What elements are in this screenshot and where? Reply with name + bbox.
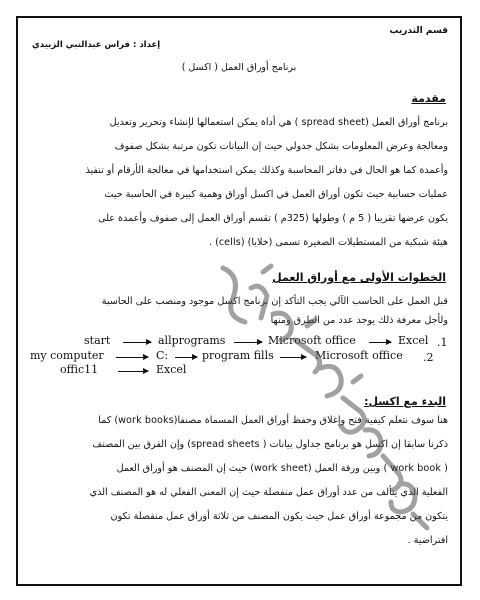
start-excel-line-3: ( work book ) وبين ورقة العمل (work sheet) حيث إن المصنف هو أوراق العمل [116, 463, 448, 474]
path1-step-allprograms: allprograms [158, 334, 226, 347]
path1-step-start: start [84, 334, 111, 347]
intro-line-1: برنامج أوراق العمل (spread sheet ) هي أداة يمكن استعمالها لإنشاء وتحرير وتعديل [109, 117, 448, 128]
path1-step-excel: Excel [398, 334, 429, 347]
intro-line-4: عمليات حسابية حيث تكون أوراق العمل في اكسل أوراق وهمية كبيرة في الحاسبة حيث [104, 189, 448, 200]
path2-arrow-2 [175, 357, 197, 358]
first-steps-line-2: ولأجل معرفة ذلك يوجد عدد من الطرق ومنها [270, 315, 448, 326]
department-label: قسم التدريب [389, 26, 448, 36]
path2-step-office: Microsoft office [315, 349, 403, 362]
intro-line-2: ومعالجة وعرض المعلومات بشكل جدولي حيث إن البيانات تكون مرتبة بشكل صفوف [114, 141, 448, 152]
path1-arrow-2 [234, 342, 262, 343]
start-excel-line-4: الفعلية الذي يتألف من عدد أوراق عمل منفصلة حيث إن المعنى الفعلي له هو المصنف الذي [89, 487, 448, 498]
path1-arrow-3 [369, 342, 391, 343]
path2-step-c-drive: C: [156, 349, 169, 362]
start-excel-line-2: ذكرنا سابقا إن اكسل هو برنامج جداول بيانات ( spread sheets) وإن الفرق بين المصنف [92, 439, 448, 450]
start-excel-line-1: هنا سوف نتعلم كيفية فتح وإغلاق وحفظ أوراق العمل المسماة مصنفا(work books) كما [98, 415, 448, 426]
start-excel-line-6: افتراضية . [407, 535, 448, 546]
intro-heading: مقدمة [411, 92, 446, 105]
document-title: برنامج أوراق العمل ( اكسل ) [181, 62, 297, 73]
path2-number: .2 [423, 351, 434, 364]
path1-arrow-1 [123, 342, 151, 343]
intro-line-6: هيئة شبكية من المستطيلات الصغيرة تسمى (خلايا) (cells) . [208, 237, 448, 248]
path2-arrow-1 [116, 357, 148, 358]
path2-step-offic11: offic11 [60, 363, 99, 376]
intro-line-5: يكون عرضها تقريبا ( 5 م ) وطولها (325م ) تقسم أوراق العمل إلى صفوف وأعمدة على [98, 213, 448, 224]
first-steps-line-1: قبل العمل على الحاسب الآلي يجب التأكد إن برنامج اكسل موجود ومنصب على الحاسبة [101, 296, 448, 307]
path2-step-program-fills: program fills [202, 349, 274, 362]
path2-arrow-3 [280, 357, 306, 358]
start-excel-heading: البدء مع اكسل: [364, 395, 446, 408]
path2-step-my-computer: my computer [30, 349, 104, 362]
path1-number: .1 [437, 336, 448, 349]
start-excel-line-5: يتكون من مجموعة أوراق عمل حيث يكون المصنف من ثلاثة أوراق عمل منفصلة تكون [110, 511, 448, 522]
path1-step-office: Microsoft office [268, 334, 356, 347]
path2-arrow-4 [118, 371, 148, 372]
document-page [16, 16, 462, 586]
intro-line-3: وأعمدة كما هو الحال في دفاتر المحاسبة وكذلك يمكن استخدامها في معالجة الأرقام أو تنفيذ [85, 165, 448, 176]
path2-step-excel: Excel [156, 363, 187, 376]
first-steps-heading: الخطوات الأولى مع أوراق العمل [272, 271, 446, 284]
author-label: إعداد : فراس عبدالنبي الزبيدي [32, 40, 161, 50]
